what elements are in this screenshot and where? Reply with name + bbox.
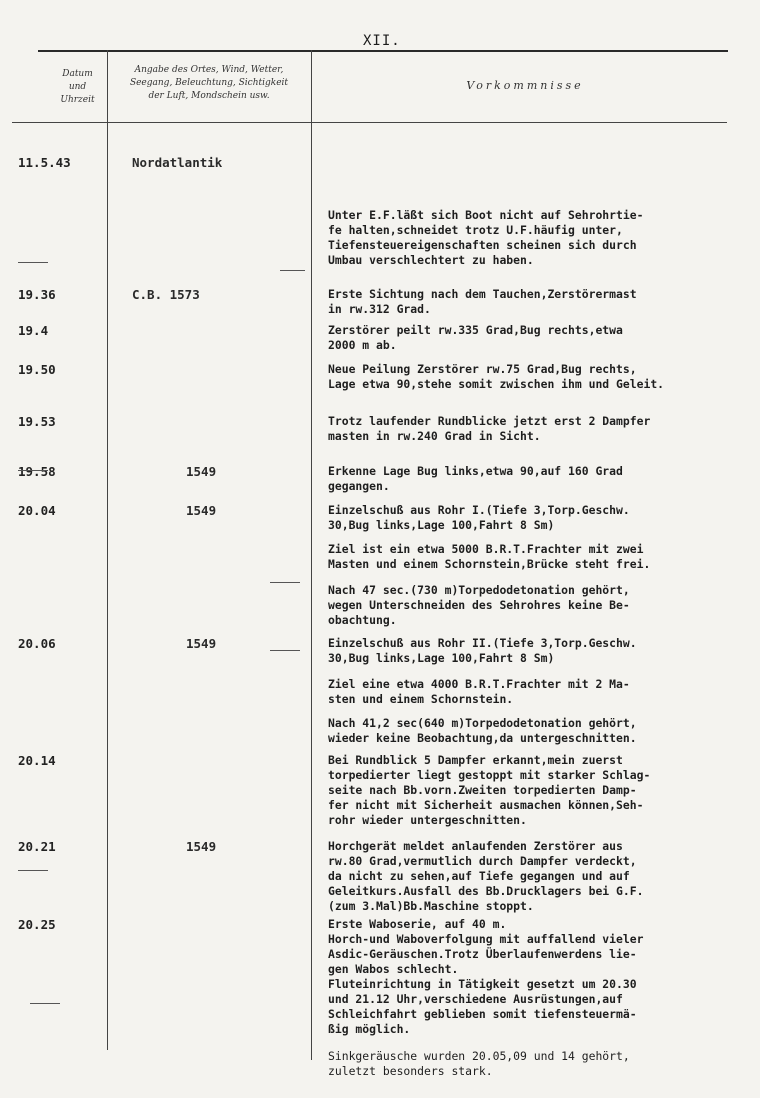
entry-text-line: Erkenne Lage Bug links,etwa 90,auf 160 Grad [328,464,623,478]
entry-location: Nordatlantik [132,155,223,170]
entry-text-line: wegen Unterschneiden des Sehrohres keine Be- [328,598,630,612]
entry-text-line: rw.80 Grad,vermutlich durch Dampfer verdeckt, [328,854,637,868]
entry-text-line: Horchgerät meldet anlaufenden Zerstörer aus [328,839,623,853]
entry-text-line: Unter E.F.läßt sich Boot nicht auf Sehrohrtie- [328,208,644,222]
entry-text-line: sten und einem Schornstein. [328,692,514,706]
margin-tick [270,650,300,651]
entry-text-line: 30,Bug links,Lage 100,Fahrt 8 Sm) [328,518,555,532]
entry-time: 20.25 [18,917,56,932]
entry-text-line: da nicht zu sehen,auf Tiefe gegangen und auf [328,869,630,883]
entry-text-line: Ziel eine etwa 4000 B.R.T.Frachter mit 2 Ma- [328,677,630,691]
header-rule [12,122,727,123]
entry-text-line: Trotz laufender Rundblicke jetzt erst 2 Dampfer [328,414,651,428]
entry-time: 20.06 [18,636,56,651]
entry-text-line: Bei Rundblick 5 Dampfer erkannt,mein zuerst [328,753,623,767]
entry-location: 1549 [186,839,217,854]
margin-tick [18,870,48,871]
entry-time: 20.21 [18,839,56,854]
entry-text-line: Horch-und Waboverfolgung mit auffallend vieler [328,932,644,946]
entry-text-line: Nach 47 sec.(730 m)Torpedodetonation gehört, [328,583,630,597]
margin-tick [18,470,48,471]
margin-tick [280,270,305,271]
entry-text-line: gegangen. [328,479,390,493]
entry-location: C.B. 1573 [132,287,200,302]
entry-location: 1549 [186,464,217,479]
entry-text-line: masten in rw.240 Grad in Sicht. [328,429,541,443]
entry-text-line: obachtung. [328,613,397,627]
margin-tick [30,1003,60,1004]
column-divider-1 [107,50,108,1050]
entry-time: 19.58 [18,464,56,479]
entry-text-line: Ziel ist ein etwa 5000 B.R.T.Frachter mit zwei [328,542,644,556]
entry-text-line: Geleitkurs.Ausfall des Bb.Drucklagers bei G.F. [328,884,644,898]
entry-time: 19.50 [18,362,56,377]
entry-text-line: Fluteinrichtung in Tätigkeit gesetzt um 20.30 [328,977,637,991]
header-events: Vorkommnisse [466,79,584,92]
entry-text-line: Lage etwa 90,stehe somit zwischen ihm und Geleit. [328,377,665,391]
entry-text-line: Zerstörer peilt rw.335 Grad,Bug rechts,etwa [328,323,623,337]
column-divider-2 [311,50,312,1060]
entry-text-line: ßig möglich. [328,1022,411,1036]
entry-text-line: Nach 41,2 sec(640 m)Torpedodetonation gehört, [328,716,637,730]
top-rule [38,50,728,52]
entry-text-line: in rw.312 Grad. [328,302,431,316]
entry-time: 19.53 [18,414,56,429]
entry-text-line: Asdic-Geräuschen.Trotz Überlaufenwerdens lie- [328,947,637,961]
entry-time: 19.4 [18,323,49,338]
entry-text-line: 2000 m ab. [328,338,397,352]
entry-text-line: Sinkgeräusche wurden 20.05,09 und 14 gehört, [328,1049,630,1063]
entry-text-line: Erste Sichtung nach dem Tauchen,Zerstörermast [328,287,637,301]
entry-time: 20.14 [18,753,56,768]
entry-text-line: seite nach Bb.vorn.Zweiten torpedierten Damp- [328,783,637,797]
entry-text-line: rohr wieder untergeschnitten. [328,813,527,827]
entry-text-line: Einzelschuß aus Rohr II.(Tiefe 3,Torp.Geschw. [328,636,637,650]
entry-text-line: torpedierter liegt gestoppt mit starker Schlag- [328,768,651,782]
header-location-weather: Angabe des Ortes, Wind, Wetter, Seegang, Beleuchtung, Sichtigkeit der Luft, Mondschein usw. [129,65,289,101]
entry-text-line: Tiefensteuereigenschaften scheinen sich durch [328,238,637,252]
entry-text-line: (zum 3.Mal)Bb.Maschine stoppt. [328,899,534,913]
entry-time: 20.04 [18,503,56,518]
entry-text-line: fe halten,schneidet trotz U.F.häufig unter, [328,223,623,237]
entry-text-line: wieder keine Beobachtung,da untergeschnitten. [328,731,637,745]
entry-text-line: Erste Waboserie, auf 40 m. [328,917,507,931]
entry-text-line: 30,Bug links,Lage 100,Fahrt 8 Sm) [328,651,555,665]
entry-time: 19.36 [18,287,56,302]
entry-text-line: und 21.12 Uhr,verschiedene Ausrüstungen,auf [328,992,623,1006]
entry-text-line: gen Wabos schlecht. [328,962,459,976]
entry-text-line: Schleichfahrt geblieben somit tiefensteuermä- [328,1007,637,1021]
header-date-time: Datum und Uhrzeit [60,69,95,105]
entry-text-line: fer nicht mit Sicherheit ausmachen können,Seh- [328,798,644,812]
entry-location: 1549 [186,503,217,518]
margin-tick [270,582,300,583]
page-number: XII. [363,33,401,49]
entry-location: 1549 [186,636,217,651]
margin-tick [18,262,48,263]
entry-text-line: Umbau verschlechtert zu haben. [328,253,534,267]
entry-time: 11.5.43 [18,155,71,170]
entry-text-line: zuletzt besonders stark. [328,1064,493,1078]
entry-text-line: Einzelschuß aus Rohr I.(Tiefe 3,Torp.Geschw. [328,503,630,517]
entry-text-line: Masten und einem Schornstein,Brücke steht frei. [328,557,651,571]
entry-text-line: Neue Peilung Zerstörer rw.75 Grad,Bug rechts, [328,362,637,376]
